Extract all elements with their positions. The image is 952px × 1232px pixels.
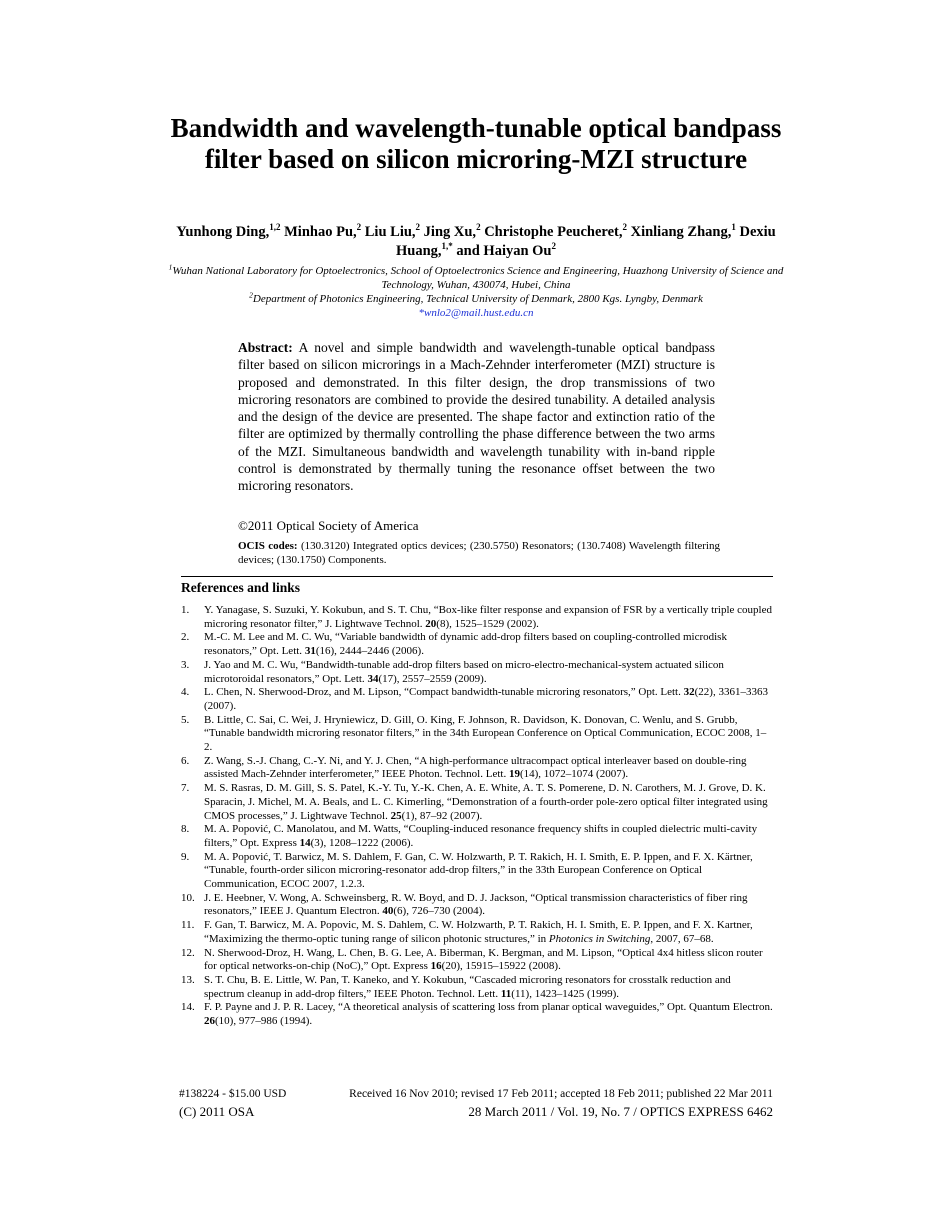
reference-item bbox=[181, 1001, 773, 1028]
reference-segment: (22), 3361–3363 (2007). bbox=[204, 686, 768, 712]
reference-item bbox=[181, 686, 773, 713]
reference-item bbox=[181, 823, 773, 850]
reference-text bbox=[204, 851, 773, 892]
reference-segment: (6), 726–730 (2004). bbox=[393, 905, 486, 918]
reference-list bbox=[181, 604, 773, 1029]
reference-segment: (20), 15915–15922 (2008). bbox=[441, 960, 561, 973]
reference-segment: L. Chen, N. Sherwood-Droz, and M. Lipson, “Compact bandwidth-tunable microring resonators,” Opt. Lett. bbox=[204, 686, 684, 699]
reference-text bbox=[204, 782, 773, 823]
reference-volume: 25 bbox=[390, 809, 402, 822]
section-divider bbox=[181, 576, 773, 577]
author-list bbox=[176, 223, 776, 261]
reference-volume: 32 bbox=[683, 686, 695, 699]
abstract bbox=[238, 339, 715, 495]
author-affiliation-mark: 2 bbox=[476, 222, 481, 233]
reference-volume: 19 bbox=[508, 768, 520, 781]
publication-history: Received 16 Nov 2010; revised 17 Feb 2011; accepted 18 Feb 2011; published 22 Mar 2011 bbox=[349, 1088, 773, 1100]
reference-number: 12. bbox=[181, 946, 195, 959]
corresponding-email[interactable]: *wnlo2@mail.hust.edu.cn bbox=[418, 307, 534, 319]
author-name: Christophe Peucheret, bbox=[484, 224, 623, 240]
reference-segment: N. Sherwood-Droz, H. Wang, L. Chen, B. G. Lee, A. Biberman, K. Bergman, and M. Lipson, “Optical 4x4 hitless slicon router for optical networks-on-chip (NoC),” Opt. Express bbox=[204, 946, 763, 973]
reference-segment: (16), 2444–2446 (2006). bbox=[315, 645, 424, 658]
reference-number: 6. bbox=[181, 754, 190, 767]
reference-volume: 11 bbox=[500, 987, 512, 1000]
reference-segment: (11), 1423–1425 (1999). bbox=[511, 987, 620, 1000]
reference-segment: J. E. Heebner, V. Wong, A. Schweinsberg, R. W. Boyd, and D. J. Jackson, “Optical transmission characteristics of fiber ring resonators,” IEEE J. Quantum Electron. bbox=[204, 891, 748, 918]
reference-text bbox=[204, 1001, 773, 1028]
reference-volume: 31 bbox=[304, 645, 316, 658]
reference-text bbox=[204, 755, 773, 782]
abstract-text: A novel and simple bandwidth and wavelength-tunable optical bandpass filter based on silicon microrings in a Mach-Zehnder interferometer (MZI) structure is proposed and demonstrated. In this filter design, the drop transmissions of two microring resonators are combined to provide the desired tunability. A detailed analysis and the design of the device are presented. The shape factor and extinction ratio of the filter are optimized by thermally controlling the phase difference between the two arms of the MZI. Simultaneous bandwidth and wavelength tunability with in-band ripple control is demonstrated by thermally tuning the resonance offset between the two microring resonators. bbox=[238, 340, 715, 494]
reference-segment: F. P. Payne and J. P. R. Lacey, “A theoretical analysis of scattering loss from planar optical waveguides,” Opt. Quantum Electron. bbox=[204, 1001, 773, 1014]
author-name: Dexiu Huang, bbox=[395, 224, 776, 259]
author-affiliation-mark: 2 bbox=[551, 241, 556, 252]
reference-number: 1. bbox=[181, 604, 190, 616]
reference-text bbox=[204, 604, 773, 631]
reference-segment: (3), 1208–1222 (2006). bbox=[310, 836, 414, 849]
reference-text bbox=[204, 947, 773, 974]
reference-text bbox=[204, 919, 773, 946]
reference-text bbox=[204, 823, 773, 850]
reference-segment: (10), 977–986 (1994). bbox=[215, 1015, 313, 1028]
reference-number: 7. bbox=[181, 782, 190, 795]
affiliation-2: $^2$Department of Photonics Engineering, Technical University of Denmark, 2800 Kgs. Lyngby, Denmark bbox=[249, 290, 703, 305]
reference-item bbox=[181, 919, 773, 946]
author-name: Minhao Pu, bbox=[284, 224, 357, 240]
reference-number: 3. bbox=[181, 658, 190, 671]
reference-item bbox=[181, 714, 773, 755]
reference-number: 9. bbox=[181, 850, 190, 863]
abstract-label: Abstract: bbox=[238, 340, 293, 355]
affiliation-1: $^1$Wuhan National Laboratory for Optoelectronics, School of Optoelectronics Science and Engineering, Huazhong University of Science and Technology, Wuhan, 430074, Hubei, China bbox=[168, 262, 784, 291]
author-affiliation-mark: 1,* bbox=[441, 241, 453, 252]
ocis-label: OCIS codes: bbox=[238, 540, 298, 552]
reference-number: 11. bbox=[181, 919, 195, 932]
reference-volume: 26 bbox=[204, 1015, 215, 1028]
reference-segment: M. A. Popović, T. Barwicz, M. S. Dahlem, F. Gan, C. W. Holzwarth, P. T. Rakich, H. I. Smith, E. P. Ippen, and F. X. Kärtner, “Tunable, fourth-order silicon microring-resonator add-drop filters,” in the 33th European Conference on Optical Communication, ECOC 2007, 1.2.3. bbox=[204, 850, 753, 891]
author-affiliation-mark: 2 bbox=[415, 222, 421, 233]
reference-text bbox=[204, 714, 773, 755]
author-affiliation-mark: 2 bbox=[622, 222, 627, 233]
reference-number: 8. bbox=[181, 823, 190, 836]
reference-volume: 14 bbox=[299, 836, 311, 849]
reference-text bbox=[204, 974, 773, 1001]
reference-number: 14. bbox=[181, 1001, 195, 1014]
reference-segment: B. Little, C. Sai, C. Wei, J. Hryniewicz, D. Gill, O. King, F. Johnson, R. Davidson, K. Donovan, C. Wenlu, and S. Grubb, “Tunable bandwidth microring resonator filters,” in the 34th European Conference on Optical Communication, ECOC 2008, 1–2. bbox=[204, 713, 767, 754]
author-name: Xinliang Zhang, bbox=[630, 224, 732, 240]
reference-item bbox=[181, 851, 773, 892]
ocis-codes bbox=[238, 540, 720, 567]
reference-text bbox=[204, 686, 773, 713]
author-affiliation-mark: 1,2 bbox=[269, 222, 281, 233]
journal-citation: 28 March 2011 / Vol. 19, No. 7 / OPTICS EXPRESS 6462 bbox=[468, 1104, 773, 1119]
author-name: Yunhong Ding, bbox=[176, 224, 270, 240]
author-affiliation-mark: 2 bbox=[356, 222, 362, 233]
reference-segment: (8), 1525–1529 (2002). bbox=[436, 617, 539, 630]
reference-venue: Photonics in Switching bbox=[548, 932, 651, 945]
reference-segment: J. Yao and M. C. Wu, “Bandwidth-tunable add-drop filters based on micro-electro-mechanical-system actuated silicon microtoroidal resonators,” Opt. Lett. bbox=[204, 658, 724, 685]
reference-number: 13. bbox=[181, 973, 195, 986]
reference-item bbox=[181, 604, 773, 631]
reference-item bbox=[181, 974, 773, 1001]
reference-item bbox=[181, 892, 773, 919]
article-id: #138224 - $15.00 USD bbox=[179, 1088, 287, 1100]
reference-segment: Y. Yanagase, S. Suzuki, Y. Kokubun, and S. T. Chu, “Box-like filter response and expansion of FSR by a vertically triple coupled microring resonator filter,” J. Lightwave Technol. bbox=[204, 604, 772, 630]
reference-item bbox=[181, 659, 773, 686]
reference-segment: (1), 87–92 (2007). bbox=[401, 809, 483, 822]
copyright-notice: ©2011 Optical Society of America bbox=[238, 518, 419, 533]
reference-text bbox=[204, 631, 773, 658]
author-name: Liu Liu, bbox=[364, 224, 416, 240]
reference-segment: F. Gan, T. Barwicz, M. A. Popovic, M. S. Dahlem, C. W. Holzwarth, P. T. Rakich, H. I. Smith, E. P. Ippen, and F. X. Kartner, “Maximizing the thermo-optic tuning range of silicon photonic structures,” in bbox=[204, 919, 753, 945]
reference-segment: (17), 2557–2559 (2009). bbox=[378, 672, 487, 685]
references-heading: References and links bbox=[181, 580, 301, 595]
reference-volume: 20 bbox=[425, 617, 437, 630]
reference-number: 2. bbox=[181, 631, 190, 644]
reference-segment: , 2007, 67–68. bbox=[650, 932, 714, 945]
reference-item bbox=[181, 947, 773, 974]
author-name: and Haiyan Ou bbox=[456, 243, 552, 259]
reference-volume: 16 bbox=[430, 960, 442, 973]
reference-number: 4. bbox=[181, 686, 190, 699]
reference-segment: M.-C. M. Lee and M. C. Wu, “Variable bandwidth of dynamic add-drop filters based on coupling-controlled microdisk resonators,” Opt. Lett. bbox=[204, 631, 727, 658]
reference-item bbox=[181, 782, 773, 823]
reference-number: 5. bbox=[181, 713, 190, 726]
reference-volume: 34 bbox=[367, 672, 379, 685]
reference-segment: S. T. Chu, B. E. Little, W. Pan, T. Kaneko, and Y. Kokubun, “Cascaded microring resonators for crosstalk reduction and spectrum cleanup in add-drop filters,” IEEE Photon. Technol. Lett. bbox=[204, 973, 731, 1000]
author-name: Jing Xu, bbox=[423, 224, 477, 240]
reference-item bbox=[181, 755, 773, 782]
reference-text bbox=[204, 892, 773, 919]
footer-copyright: (C) 2011 OSA bbox=[179, 1104, 255, 1119]
reference-segment: (14), 1072–1074 (2007). bbox=[519, 768, 629, 781]
author-affiliation-mark: 1 bbox=[731, 222, 736, 233]
ocis-text: (130.3120) Integrated optics devices; (230.5750) Resonators; (130.7408) Wavelength filtering devices; (130.1750) Components. bbox=[238, 540, 720, 566]
paper-title: Bandwidth and wavelength-tunable optical bandpass filter based on silicon microring-MZI structure bbox=[170, 113, 782, 174]
reference-segment: M. A. Popović, C. Manolatou, and M. Watts, “Coupling-induced resonance frequency shifts in coupled dielectric multi-cavity filters,” Opt. Express bbox=[204, 823, 758, 849]
reference-text bbox=[204, 659, 773, 686]
reference-segment: Z. Wang, S.-J. Chang, C.-Y. Ni, and Y. J. Chen, “A high-performance ultracompact optical interleaver based on double-ring assisted Mach-Zehnder interferometer,” IEEE Photon. Technol. Lett. bbox=[204, 754, 747, 781]
reference-volume: 40 bbox=[382, 905, 394, 918]
reference-item bbox=[181, 631, 773, 658]
reference-number: 10. bbox=[181, 891, 195, 904]
reference-segment: M. S. Rasras, D. M. Gill, S. S. Patel, K.-Y. Tu, Y.-K. Chen, A. E. White, A. T. S. Pomerene, D. N. Carothers, M. J. Grove, D. K. Sparacin, J. Michel, M. A. Beals, and L. C. Kimerling, “Demonstration of a fourth-order pole-zero optical filter integrated using CMOS processes,” J. Lightwave Technol. bbox=[204, 782, 768, 822]
affiliations bbox=[150, 264, 802, 320]
